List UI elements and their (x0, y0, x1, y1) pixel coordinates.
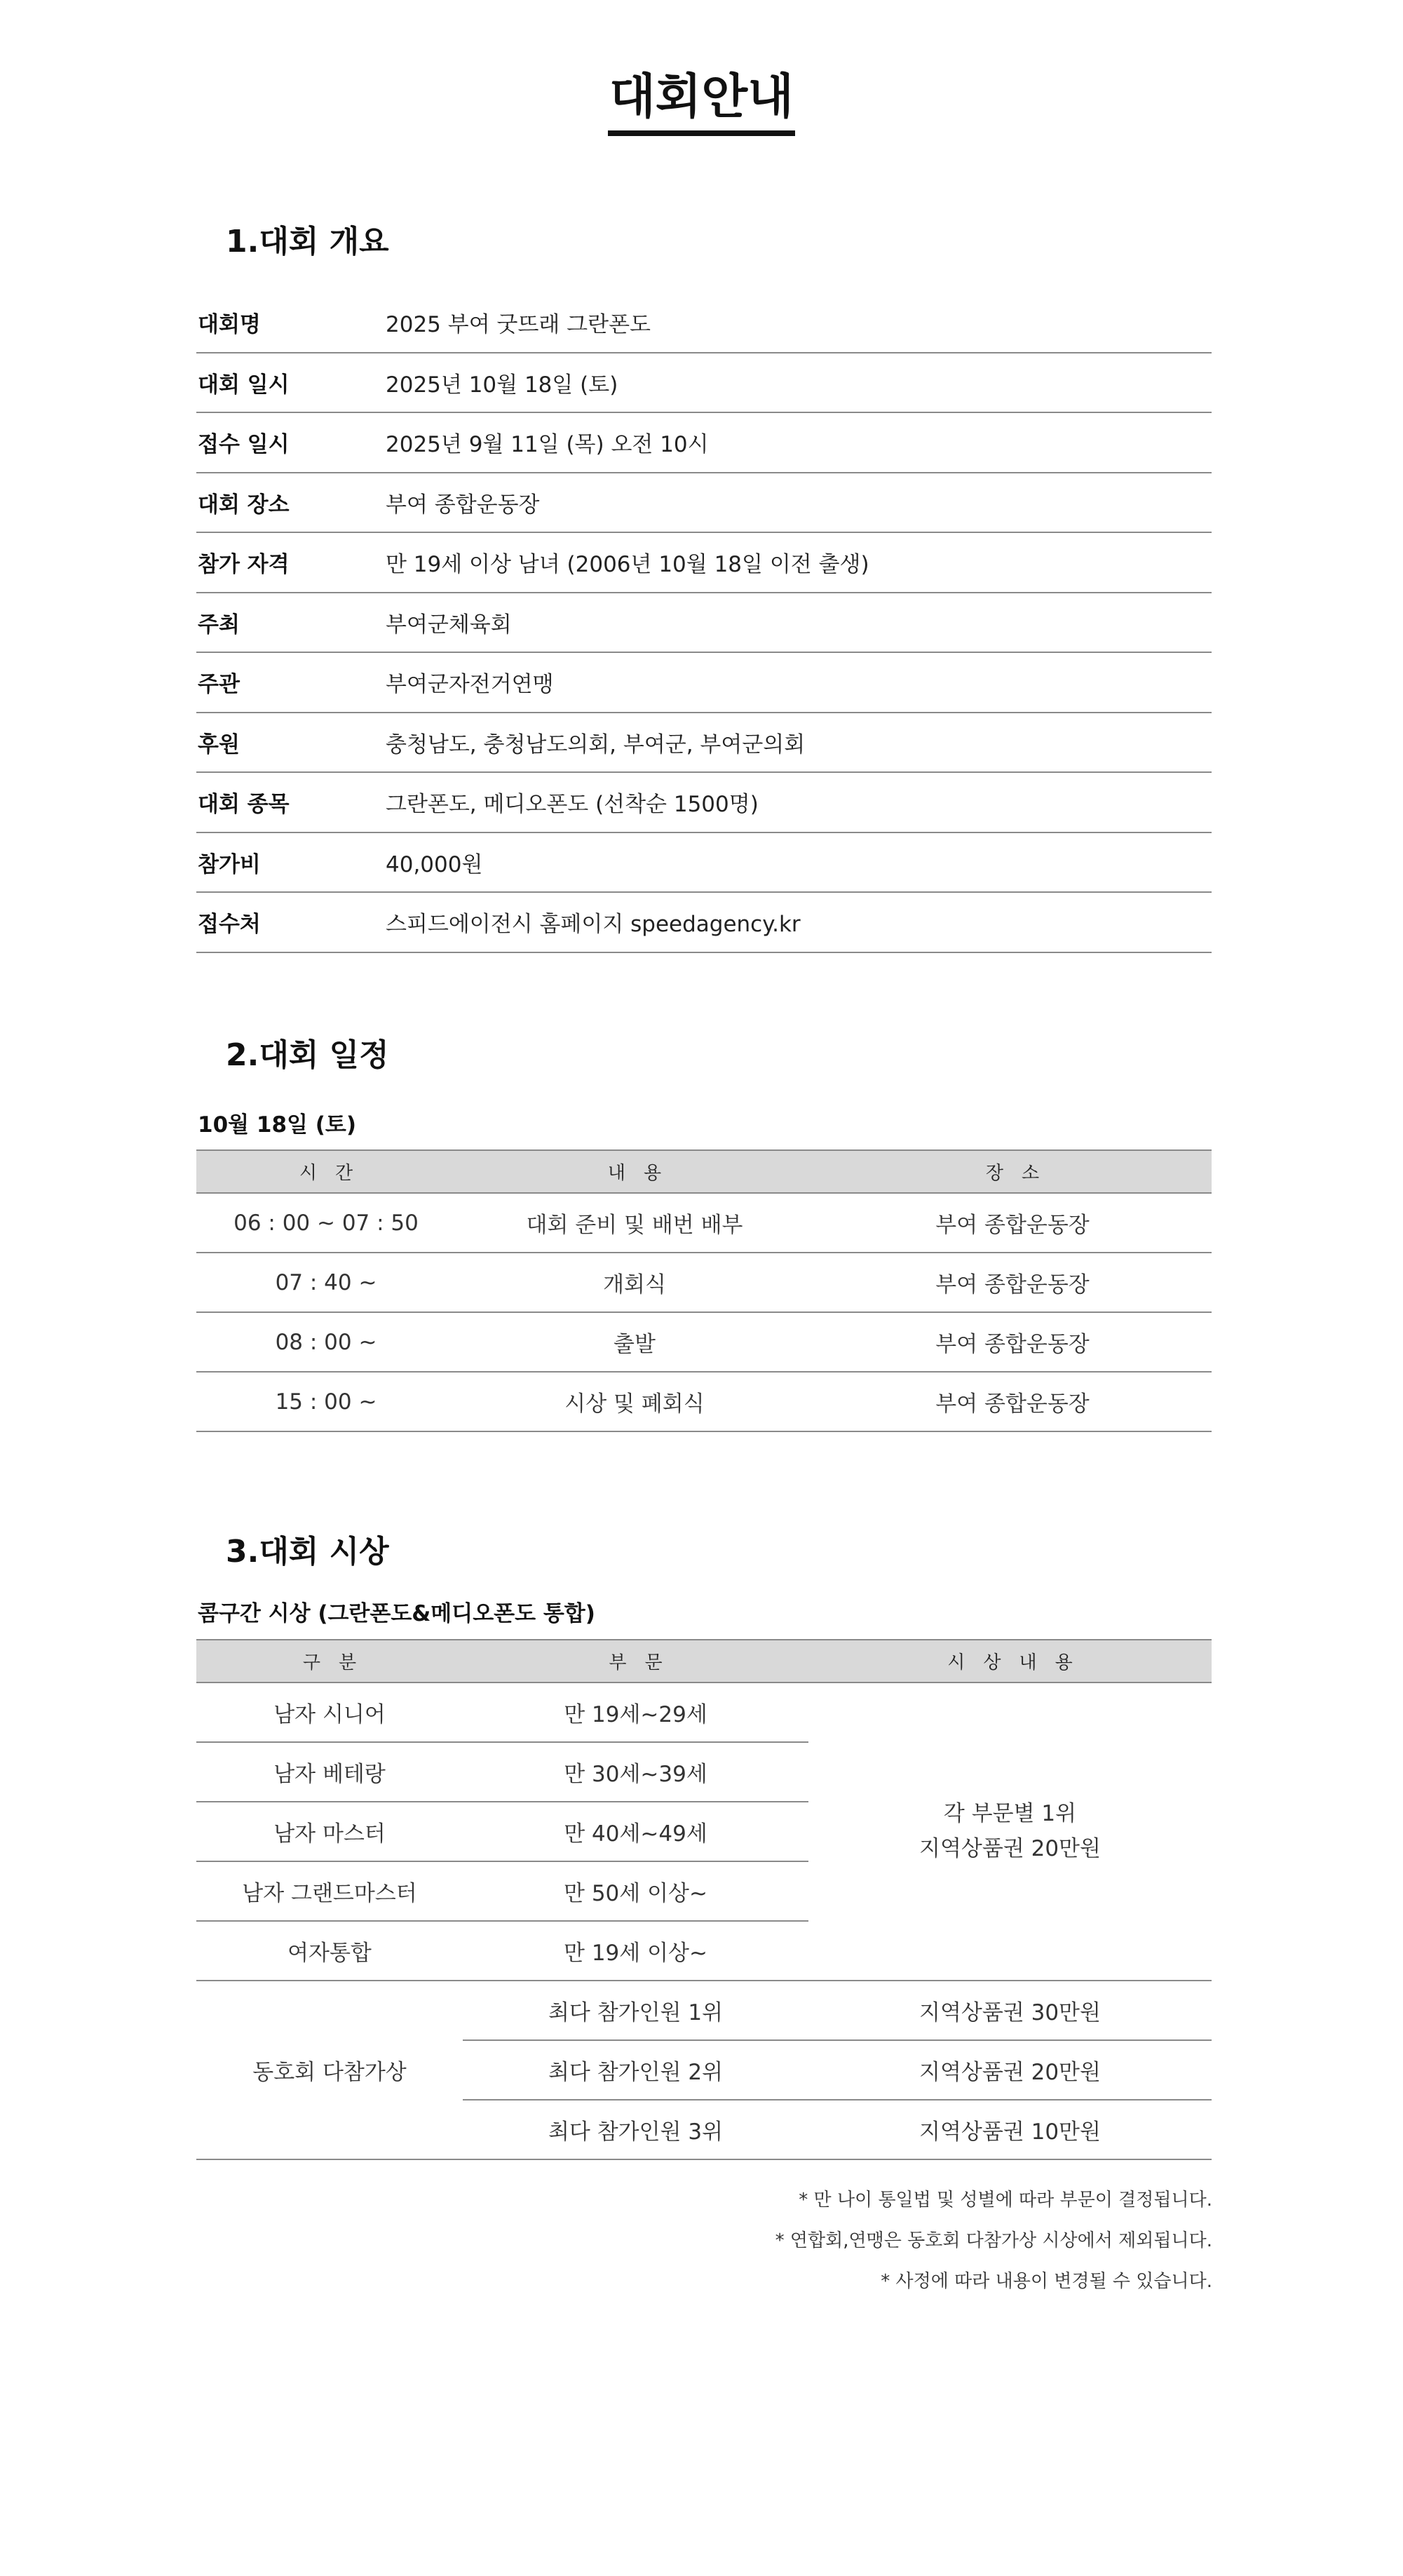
overview-value: 부여군자전거연맹 (386, 672, 554, 698)
overview-value: 그란폰도, 메디오폰도 (선착순 1500명) (386, 792, 759, 818)
overview-label: 참가 자격 (198, 552, 290, 578)
schedule-table (196, 1149, 1212, 1432)
awards-division: 만 19세~29세 (463, 1683, 808, 1742)
awards-header-prize: 시상내용 (808, 1640, 1212, 1683)
note-text: * 연합회,연맹은 동호회 다참가상 시상에서 제외됩니다. (775, 2230, 1212, 2251)
schedule-content: 출발 (456, 1312, 813, 1372)
table-row (196, 1193, 1212, 1253)
schedule-time: 07 : 40 ~ (196, 1253, 456, 1312)
awards-division: 만 40세~49세 (463, 1802, 808, 1861)
overview-table (196, 293, 1212, 953)
awards-header-division: 부문 (463, 1640, 808, 1683)
table-row (196, 1981, 1212, 2040)
overview-label: 접수 일시 (198, 432, 290, 458)
awards-division: 최다 참가인원 2위 (463, 2040, 808, 2100)
schedule-time: 08 : 00 ~ (196, 1312, 456, 1372)
overview-label: 주관 (198, 672, 240, 698)
awards-category: 남자 시니어 (196, 1683, 463, 1742)
overview-value: 부여 종합운동장 (386, 492, 540, 518)
section-heading-schedule: 2.대회 일정 (226, 1037, 389, 1073)
awards-category: 남자 그랜드마스터 (196, 1861, 463, 1921)
overview-label: 접수처 (198, 912, 261, 938)
overview-value: 2025년 9월 11일 (목) 오전 10시 (386, 432, 709, 458)
schedule-time: 15 : 00 ~ (196, 1372, 456, 1431)
overview-value: 2025 부여 굿뜨래 그란폰도 (386, 312, 651, 338)
overview-value: 스피드에이전시 홈페이지 speedagency.kr (386, 912, 801, 938)
awards-category: 남자 마스터 (196, 1802, 463, 1861)
table-row (196, 1372, 1212, 1431)
awards-category: 남자 베테랑 (196, 1742, 463, 1802)
overview-label: 대회 일시 (198, 372, 290, 398)
overview-label: 주최 (198, 612, 240, 638)
awards-age-prize-line1: 각 부문별 1위 (943, 1800, 1077, 1826)
overview-row (196, 353, 1212, 414)
table-row (196, 1253, 1212, 1312)
schedule-content: 대회 준비 및 배번 배부 (456, 1193, 813, 1253)
awards-division: 최다 참가인원 3위 (463, 2100, 808, 2159)
awards-table (196, 1639, 1212, 2160)
schedule-header-content: 내용 (456, 1150, 813, 1193)
overview-label: 후원 (198, 731, 240, 757)
overview-row (196, 713, 1212, 774)
overview-label: 대회 종목 (198, 792, 290, 818)
overview-value: 만 19세 이상 남녀 (2006년 10월 18일 이전 출생) (386, 552, 869, 578)
awards-notes (775, 2180, 1212, 2302)
schedule-header-row (196, 1150, 1212, 1193)
schedule-header-time: 시간 (196, 1150, 456, 1193)
overview-value: 부여군체육회 (386, 612, 512, 638)
schedule-header-place: 장소 (813, 1150, 1212, 1193)
awards-division: 만 30세~39세 (463, 1742, 808, 1802)
table-row (196, 1683, 1212, 1742)
section-heading-overview: 1.대회 개요 (226, 224, 389, 259)
schedule-date: 10월 18일 (토) (198, 1112, 357, 1138)
schedule-content: 시상 및 폐회식 (456, 1372, 813, 1431)
overview-row (196, 773, 1212, 833)
awards-header-row (196, 1640, 1212, 1683)
note-text: * 사정에 따라 내용이 변경될 수 있습니다. (881, 2271, 1212, 2292)
awards-category: 여자통합 (196, 1921, 463, 1981)
awards-club-category: 동호회 다참가상 (196, 1981, 463, 2159)
overview-row (196, 413, 1212, 473)
schedule-place: 부여 종합운동장 (813, 1193, 1212, 1253)
page-title-text: 대회안내 (608, 70, 795, 136)
overview-row (196, 653, 1212, 713)
overview-row (196, 893, 1212, 953)
schedule-place: 부여 종합운동장 (813, 1372, 1212, 1431)
schedule-place: 부여 종합운동장 (813, 1253, 1212, 1312)
awards-division: 만 19세 이상~ (463, 1921, 808, 1981)
awards-division: 만 50세 이상~ (463, 1861, 808, 1921)
overview-label: 대회 장소 (198, 492, 290, 518)
overview-row (196, 533, 1212, 593)
table-row (196, 1312, 1212, 1372)
overview-row (196, 593, 1212, 654)
schedule-content: 개회식 (456, 1253, 813, 1312)
awards-age-prize (808, 1683, 1212, 1981)
awards-subtitle: 콤구간 시상 (그란폰도&메디오폰도 통합) (198, 1601, 595, 1626)
overview-label: 대회명 (198, 312, 261, 338)
awards-prize: 지역상품권 30만원 (808, 1981, 1212, 2040)
schedule-place: 부여 종합운동장 (813, 1312, 1212, 1372)
overview-row (196, 293, 1212, 353)
awards-prize: 지역상품권 10만원 (808, 2100, 1212, 2159)
overview-value: 2025년 10월 18일 (토) (386, 372, 618, 398)
schedule-time: 06 : 00 ~ 07 : 50 (196, 1193, 456, 1253)
awards-prize: 지역상품권 20만원 (808, 2040, 1212, 2100)
page-title (0, 70, 1403, 136)
section-heading-awards: 3.대회 시상 (226, 1534, 389, 1570)
awards-header-category: 구분 (196, 1640, 463, 1683)
overview-label: 참가비 (198, 851, 261, 877)
awards-division: 최다 참가인원 1위 (463, 1981, 808, 2040)
overview-row (196, 833, 1212, 893)
overview-value: 충청남도, 충청남도의회, 부여군, 부여군의회 (386, 731, 806, 757)
note-text: * 만 나이 통일법 및 성별에 따라 부문이 결정됩니다. (799, 2190, 1212, 2211)
awards-age-prize-line2: 지역상품권 20만원 (919, 1835, 1101, 1861)
overview-value: 40,000원 (386, 851, 483, 877)
overview-row (196, 473, 1212, 534)
